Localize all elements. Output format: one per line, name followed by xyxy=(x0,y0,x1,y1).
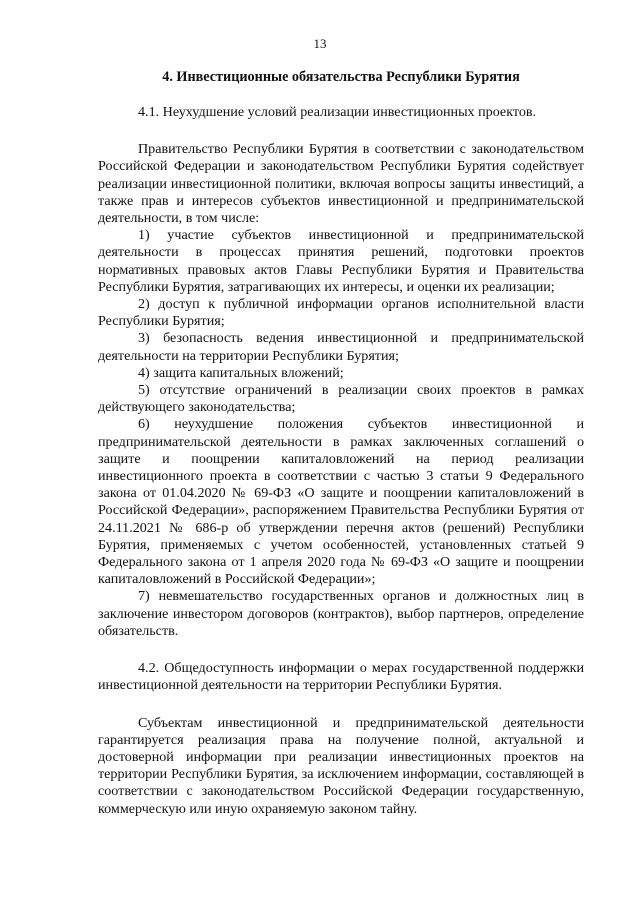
list-item-7: 7) невмешательство государственных органов и должностных лиц в заключение инвестором договоров (контрактов), выбор партнеров, определение обязательств. xyxy=(98,588,584,639)
page-content xyxy=(98,104,584,818)
list-item-6: 6) неухудшение положения субъектов инвестиционной и предпринимательской деятельности в рамках заключенных соглашений о защите и поощрении капиталовложений на период реализации инвестиционного проекта в соответствии с частью 3 статьи 9 Федерального закона от 01.04.2020 № 69-ФЗ «О защите и поощрении капиталовложений в Российской Федерации», распоряжением Правительства Республики Бурятия от 24.11.2021 № 686-р об утверждении перечня актов (решений) Республики Бурятия, применяемых с учетом особенностей, установленных статьей 9 Федерального закона от 1 апреля 2020 года № 69-ФЗ «О защите и поощрении капиталовложений в Российской Федерации»; xyxy=(98,416,584,588)
list-item-2: 2) доступ к публичной информации органов исполнительной власти Республики Бурятия; xyxy=(98,296,584,330)
list-item-5: 5) отсутствие ограничений в реализации своих проектов в рамках действующего законодательства; xyxy=(98,382,584,416)
list-item-1: 1) участие субъектов инвестиционной и предпринимательской деятельности в процессах принятия решений, подготовки проектов нормативных правовых актов Главы Республики Бурятия и Правительства Республики Бурятия, затрагивающих их интересы, и оценки их реализации; xyxy=(98,227,584,295)
page-number: 13 xyxy=(313,36,327,51)
list-item-3: 3) безопасность ведения инвестиционной и предпринимательской деятельности на территории Республики Бурятия; xyxy=(98,330,584,364)
section-4-2-title: 4.2. Общедоступность информации о мерах государственной поддержки инвестиционной деятельности на территории Республики Бурятия. xyxy=(98,660,584,694)
section-4-2-body: Субъектам инвестиционной и предпринимательской деятельности гарантируется реализация права на получение полной, актуальной и достоверной информации при реализации инвестиционных проектов на территории Республики Бурятия, за исключением информации, составляющей в соответствии с законодательством Российской Федерации государственную, коммерческую или иную охраняемую законом тайну. xyxy=(98,714,584,817)
section-4-1-intro: Правительство Республики Бурятия в соответствии с законодательством Российской Федерации и законодательством Республики Бурятия содействует реализации инвестиционной политики, включая вопросы защиты инвестиций, а также прав и интересов субъектов инвестиционной и предпринимательской деятельности, в том числе: xyxy=(98,141,584,227)
section-4-1-title: 4.1. Неухудшение условий реализации инвестиционных проектов. xyxy=(138,104,537,120)
list-item-4: 4) защита капитальных вложений; xyxy=(138,364,344,381)
section-heading: 4. Инвестиционные обязательства Республики Бурятия xyxy=(162,69,520,85)
